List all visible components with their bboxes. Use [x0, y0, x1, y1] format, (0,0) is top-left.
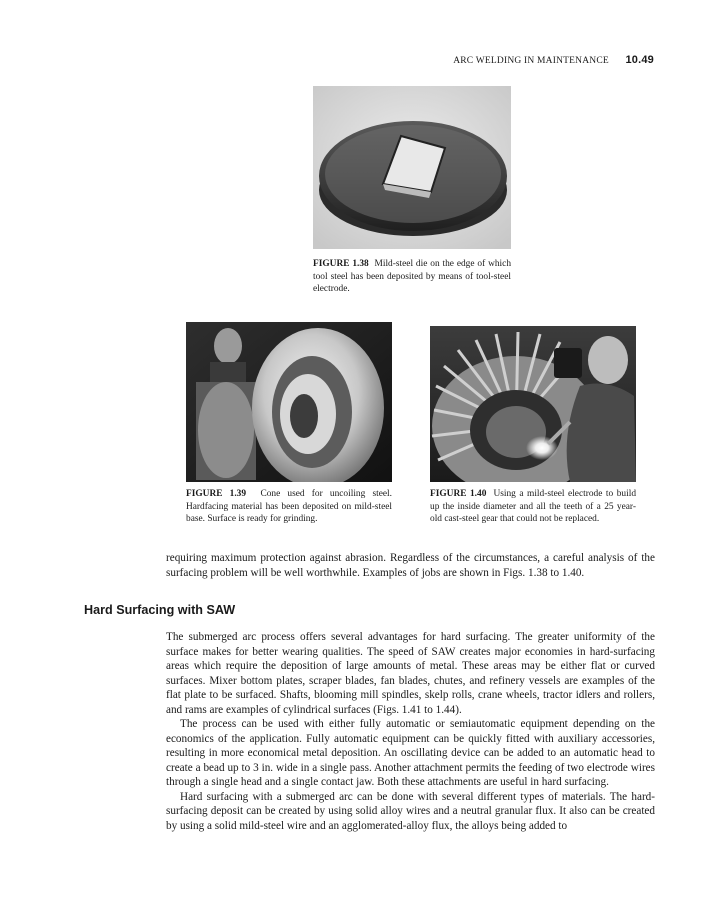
figure-1-39-photo: [186, 322, 392, 482]
figure-1-38-caption: [313, 258, 511, 296]
running-header: [440, 54, 654, 66]
figure-label: FIGURE 1.40: [430, 489, 487, 499]
section-heading: Hard Surfacing with SAW: [84, 603, 236, 617]
intro-paragraph: [166, 551, 655, 580]
figure-1-40-photo: [430, 326, 636, 482]
figure-caption-text: Cone used for uncoiling steel. Hardfacing material has been deposited on mild-steel base. Surface is ready for grinding.: [186, 489, 393, 525]
figure-1-40-caption: [430, 488, 636, 526]
figure-caption-text: Mild-steel die on the edge of which tool steel has been deposited by means of tool-steel electrode.: [313, 259, 512, 295]
paragraph: Hard surfacing with a submerged arc can be done with several different types of materials. The hard-surfacing deposit can be created by using solid alloy wires and a neutral granular flux. It also can be created by using a solid mild-steel wire and an agglomerated-alloy flux, the alloys being added to: [166, 790, 655, 832]
paragraph: requiring maximum protection against abrasion. Regardless of the circumstances, a careful analysis of the surfacing problem will be well worthwhile. Examples of jobs are shown in Figs. 1.38 to 1.40.: [166, 552, 655, 579]
figure-1-39-caption: [186, 488, 392, 526]
figure-caption-text: Using a mild-steel electrode to build up the inside diameter and all the teeth of a 25 year-old cast-steel gear that could not be replaced.: [430, 489, 637, 525]
figure-label: FIGURE 1.39: [186, 489, 247, 499]
section-body: [166, 630, 655, 833]
running-title: ARC WELDING IN MAINTENANCE: [453, 56, 609, 66]
paragraph: The process can be used with either fully automatic or semiautomatic equipment depending on the economics of the application. Fully automatic equipment can be quickly fitted with auxiliary accessories, resulting in more economical metal deposition. An oscillating device can be added to an automatic head to create a bead up to 3 in. wide in a single pass. Another attachment permits the feeding of two electrode wires through a single head and a single contact jaw. Both these attachments are useful in hard surfacing.: [166, 718, 655, 788]
page-number: 10.49: [625, 54, 654, 66]
figure-1-38-photo: [313, 86, 511, 249]
figure-label: FIGURE 1.38: [313, 259, 369, 269]
paragraph: The submerged arc process offers several advantages for hard surfacing. The greater uniformity of the surface makes for better wearing qualities. The speed of SAW creates major economies in hard-surfacing areas which require the deposition of large amounts of metal. These areas may be either flat or curved surfaces. Mixer bottom plates, scraper blades, fan blades, chutes, and refinery vessels are examples of the flat plate to be surfaced. Shafts, blooming mill spindles, skelp rolls, crane wheels, tractor idlers and rollers, and rams are examples of cylindrical surfaces (Figs. 1.41 to 1.44).: [166, 631, 655, 716]
